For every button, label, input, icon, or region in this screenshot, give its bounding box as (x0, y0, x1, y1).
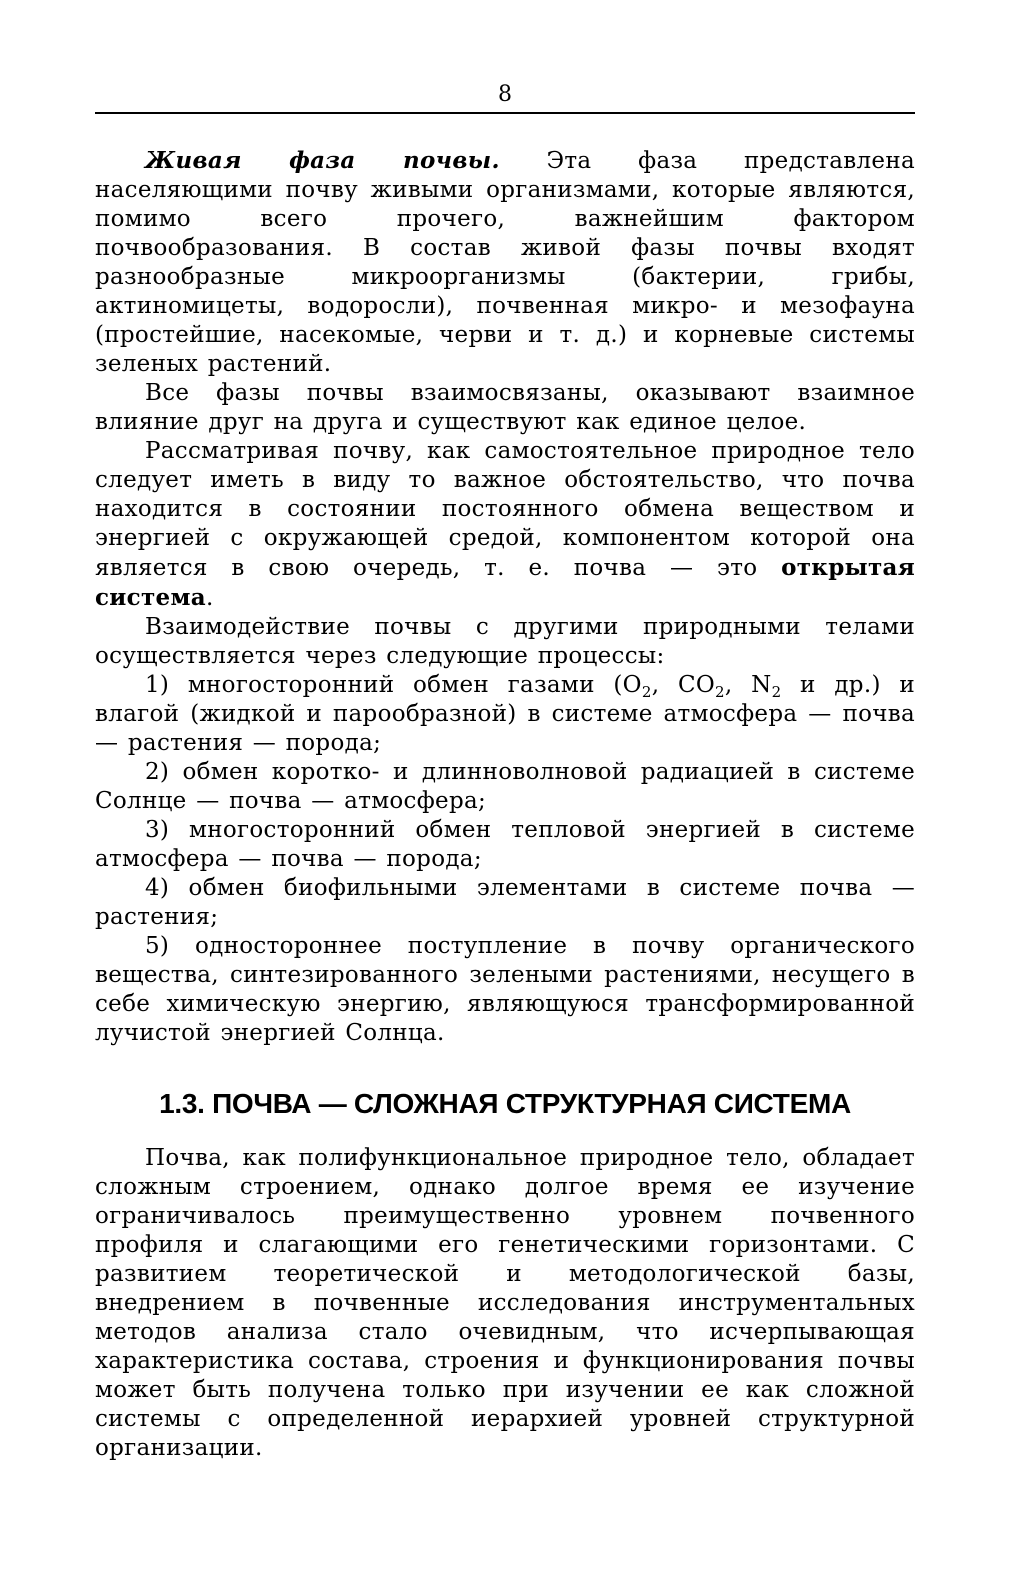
paragraph-phases-interconnected: Все фазы почвы взаимосвязаны, оказывают взаимное влияние друг на друга и существуют как единое целое. (95, 380, 915, 435)
paragraph-lead-term: Живая фаза почвы. (145, 147, 500, 174)
list-item-text: , CO (651, 672, 716, 698)
header-rule (95, 112, 915, 114)
list-item-thermal-exchange: 3) многосторонний обмен тепловой энергией в системе атмосфера — почва — порода; (95, 817, 915, 872)
list-item-organic-input: 5) одностороннее поступление в почву органического вещества, синтезированного зелеными растениями, несущего в себе химическую энергию, являющуюся трансформированной лучистой энергией Солнца. (95, 933, 915, 1046)
list-item-radiation-exchange: 2) обмен коротко- и длинноволновой радиацией в системе Солнце — почва — атмосфера; (95, 759, 915, 814)
section-heading: 1.3. ПОЧВА — СЛОЖНАЯ СТРУКТУРНАЯ СИСТЕМА (159, 1088, 851, 1119)
subscript: 2 (641, 683, 652, 701)
paragraph-interaction-intro: Взаимодействие почвы с другими природными телами осуществляется через следующие процессы: (95, 614, 915, 669)
book-page (95, 80, 915, 1463)
paragraph-end: . (205, 585, 214, 611)
paragraph-complex-structure: Почва, как полифункциональное природное тело, обладает сложным строением, однако долгое время ее изучение ограничивалось преимущественно уровнем почвенного профиля и слагающими его генетическими горизонтами. С развитием теоретической и методологической базы, внедрением в почвенные исследования инструментальных методов анализа стало очевидным, что исчерпывающая характеристика состава, строения и функционирования почвы может быть получена только при изучении ее как сложной системы с определенной иерархией уровней структурной организации. (95, 1145, 915, 1461)
list-item-gas-exchange (95, 671, 915, 758)
subscript: 2 (715, 683, 725, 701)
subscript: 2 (771, 683, 782, 701)
paragraph-living-phase (95, 146, 915, 379)
paragraph-open-system (95, 437, 915, 613)
paragraph-text: Рассматривая почву, как самостоятельное природное тело следует иметь в виду то важное обстоятельство, что почва находится в состоянии постоянного обмена веществом и энергией с окружающей средой, компонентом которой она является в свою очередь, т. е. почва — это (95, 438, 915, 581)
list-item-text: и др.) и влагой (жидкой и парообразной) в системе атмосфера — почва — растения — порода; (95, 672, 916, 756)
term-open-system: открытая система (95, 554, 915, 611)
paragraph-text: Эта фаза представлена населяющими почву живыми организмами, которые являются, помимо всего прочего, важнейшим фактором почвообразования. В состав живой фазы почвы входят разнообразные микроорганизмы (бактерии, грибы, актиномицеты, водоросли), почвенная микро- и мезофауна (простейшие, насекомые, черви и т. д.) и корневые системы зеленых растений. (95, 148, 915, 377)
page-number: 8 (498, 82, 512, 107)
list-item-biophilic-exchange: 4) обмен биофильными элементами в системе почва — растения; (95, 875, 915, 930)
list-item-text: 1) многосторонний обмен газами (O (145, 672, 642, 698)
list-item-text: , N (724, 672, 772, 698)
